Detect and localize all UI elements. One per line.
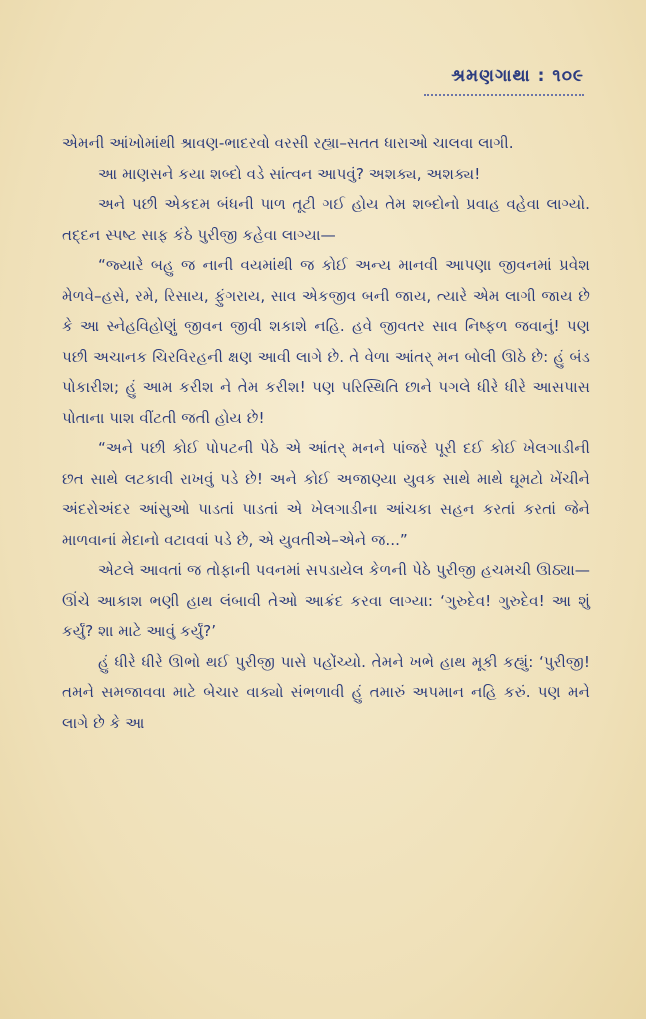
page-body [62,128,590,738]
running-header: શ્રમણગાથા : ૧૦૯ [451,66,584,86]
paragraph: “અને પછી કોઈ પોપટની પેઠે એ આંતર્ મનને પાંજરે પૂરી દઈ કોઈ ખેલગાડીની છત સાથે લટકાવી રાખવું પડે છે! અને કોઈ અજાણ્યા યુવક સાથે માથે ઘૂમટો ખેંચીને અંદરોઅંદર આંસુઓ પાડતાં પાડતાં એ ખેલગાડીના આંચકા સહન કરતાં કરતાં જેને માળવાનાં મેદાનો વટાવવાં પડે છે, એ યુવતીએ–એને જ...” [62,439,590,549]
paragraph: આ માણસને કયા શબ્દો વડે સાંત્વન આપવું? અશક્ય, અશક્ય! [98,164,481,183]
paragraph: એમની આંખોમાંથી શ્રાવણ-ભાદરવો વરસી રહ્યા–સતત ધારાઓ ચાલવા લાગી. [62,134,514,152]
paragraph: અને પછી એકદમ બંધની પાળ તૂટી ગઈ હોય તેમ શબ્દોનો પ્રવાહ વહેવા લાગ્યો. તદ્દન સ્પષ્ટ સાફ કંઠે પુરીજી કહેવા લાગ્યા— [62,195,590,244]
paragraph: હું ધીરે ધીરે ઊભો થઈ પુરીજી પાસે પહોંચ્યો. તેમને ખભે હાથ મૂકી કહ્યું: ‘પુરીજી! તમને સમજાવવા માટે બેચાર વાક્યો સંભળાવી હું તમારું અપમાન નહિ કરું. પણ મને લાગે છે કે આ [62,652,590,732]
paragraph: “જ્યારે બહુ જ નાની વયમાંથી જ કોઈ અન્ય માનવી આપણા જીવનમાં પ્રવેશ મેળવે–હસે, રમે, રિસાય, ફુંગરાય, સાવ એકજીવ બની જાય, ત્યારે એમ લાગી જાય છે કે આ સ્નેહવિહોણું જીવન જીવી શકાશે નહિ. હવે જીવતર સાવ નિષ્ફળ જવાનું! પણ પછી અચાનક ચિરવિરહની ક્ષણ આવી લાગે છે. તે વેળા આંતર્ મન બોલી ઊઠે છે: હું બંડ પોકારીશ; હું આમ કરીશ ને તેમ કરીશ! પણ પરિસ્થિતિ છાને પગલે ધીરે ધીરે આસપાસ પોતાના પાશ વીંટતી જતી હોય છે! [62,256,590,427]
paragraph: એટલે આવતાં જ તોફાની પવનમાં સપડાયેલ કેળની પેઠે પુરીજી હચમચી ઊઠ્યા—ઊંચે આકાશ ભણી હાથ લંબાવી તેઓ આક્રંદ કરવા લાગ્યા: ‘ગુરુદેવ! ગુરુદેવ! આ શું કર્યું? શા માટે આવું કર્યું?’ [62,561,590,640]
header-underline [424,94,584,96]
